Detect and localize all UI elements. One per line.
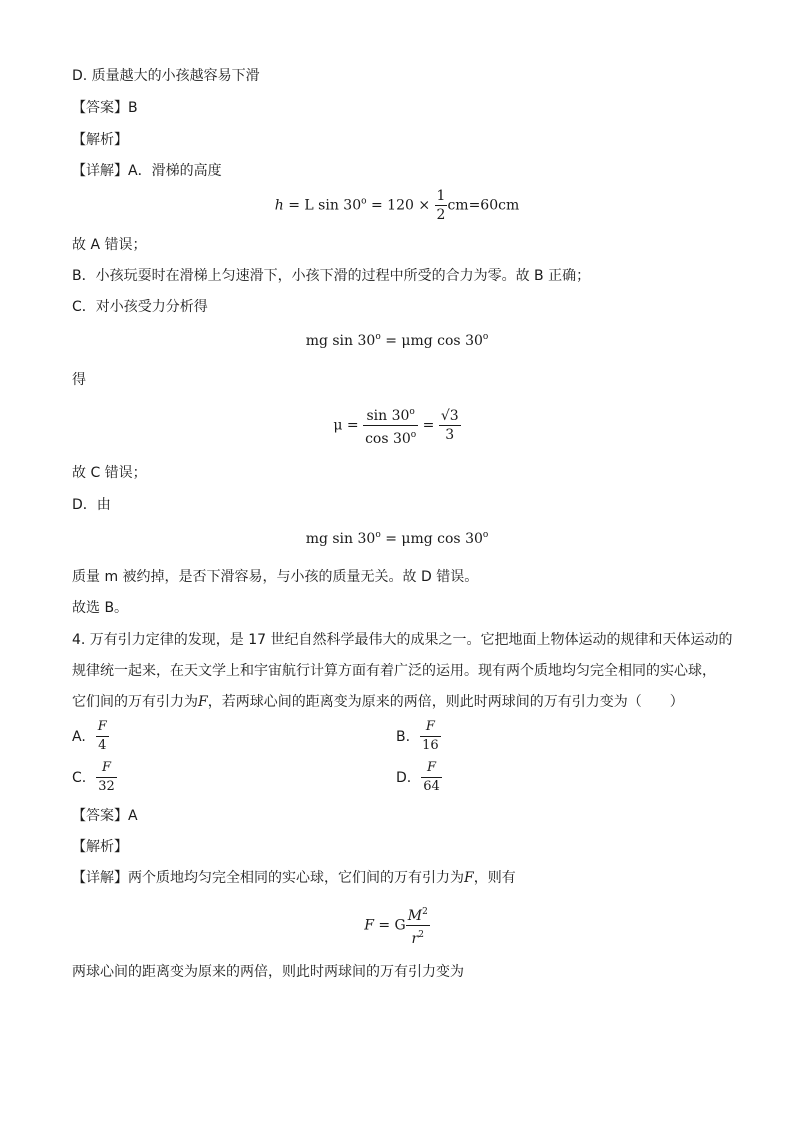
option-d-text: D. 质量越大的小孩越容易下滑 [72, 68, 260, 84]
c-wrong-text: 故 C 错误； [72, 465, 147, 481]
analysis-label: 【解析】 [72, 132, 128, 148]
option-c[interactable]: C. $\frac{F}{32}$ [72, 760, 115, 794]
analysis-label-2: 【解析】 [72, 839, 128, 855]
fraction-m2-r2: $\frac{M^2}{r^2}$ [406, 903, 430, 948]
equation-height: h = L $\sin 30^o = 120$ × $\frac{1}{2}$ cm=60cm [274, 188, 520, 223]
question-4-line1: 4. 万有引力定律的发现，是 17 世纪自然科学最伟大的成果之一。它把地面上物体运动的规律和天体运动的 [72, 632, 733, 648]
answer-label-2: 【答案】A [72, 808, 138, 824]
question-4-line3: 它们间的万有引力为F，若两球心间的距离变为原来的两倍，则此时两球间的万有引力变为（ ） [72, 694, 684, 710]
de-text: 得 [72, 372, 86, 388]
d-explanation: D．由 [72, 497, 111, 513]
detail-label: 【详解】A．滑梯的高度 [72, 163, 222, 179]
option-b[interactable]: B. $\frac{F}{16}$ [396, 719, 439, 753]
choose-text: 故选 B。 [72, 600, 129, 616]
c-explanation: C．对小孩受力分析得 [72, 299, 208, 315]
answer-label: 【答案】B [72, 100, 138, 116]
option-a[interactable]: A. $\frac{F}{4}$ [72, 719, 107, 753]
detail-label-2: 【详解】两个质地均匀完全相同的实心球，它们间的万有引力为F，则有 [72, 870, 516, 886]
equation-force-balance-repeat: mg $\sin 30^o = \mu mg$ cos 30$^o$ [305, 530, 489, 547]
fraction-half: $\frac{1}{2}$ [436, 188, 446, 223]
question-4-line2: 规律统一起来，在天文学上和宇宙航行计算方面有着广泛的运用。现有两个质地均匀完全相同的实心球， [72, 663, 716, 679]
fraction-sin-cos: $\frac{\sin 30^o}{\cos 30^o}$ [363, 403, 418, 448]
a-wrong-text: 故 A 错误； [72, 237, 147, 253]
fraction-sqrt3-3: $\frac{√3}{3}$ [440, 408, 459, 443]
b-explanation: B．小孩玩耍时在滑梯上匀速滑下，小孩下滑的过程中所受的合力为零。故 B 正确； [72, 268, 591, 284]
equation-mu: μ = $\frac{\sin 30^o}{\cos 30^o}$ = $\frac{√3}{3}$ [0, 403, 794, 448]
equation-force-balance: mg $\sin 30^o = \mu mg$ cos 30$^o$ [305, 332, 489, 349]
equation-gravitation: F = G $\frac{M^2}{r^2}$ [0, 903, 794, 948]
final-line: 两球心间的距离变为原来的两倍，则此时两球间的万有引力变为 [72, 964, 464, 980]
option-d[interactable]: D. $\frac{F}{64}$ [396, 760, 440, 794]
mass-explanation: 质量 m 被约掉，是否下滑容易，与小孩的质量无关。故 D 错误。 [72, 569, 479, 585]
